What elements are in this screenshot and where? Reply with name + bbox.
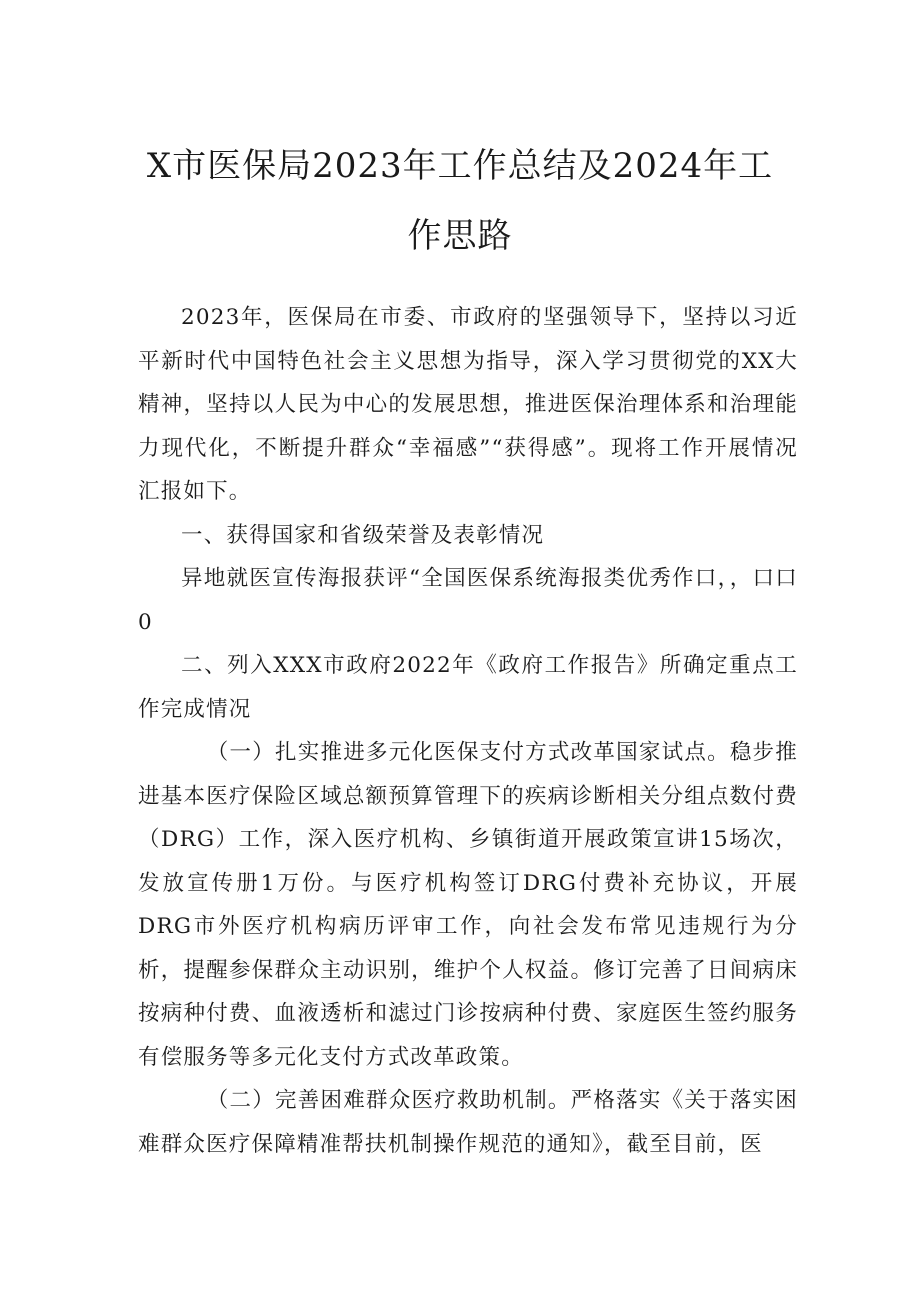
section-2-subsection-2: （二）完善困难群众医疗救助机制。严格落实《关于落实困难群众医疗保障精准帮扶机制操作规范的通知》，截至目前，医 xyxy=(138,1088,798,1157)
document-body xyxy=(138,296,798,1166)
section-1-item: 异地就医宣传海报获评“全国医保系统海报类优秀作口，，口口0 xyxy=(138,566,798,635)
document-title-line-1: X市医保局2023年工作总结及2024年工 xyxy=(146,146,774,186)
section-1-heading: 一、获得国家和省级荣誉及表彰情况 xyxy=(181,522,545,548)
document-title-line-2: 作思路 xyxy=(407,216,513,256)
section-2-subsection-1: （一）扎实推进多元化医保支付方式改革国家试点。稳步推进基本医疗保险区域总额预算管理下的疾病诊断相关分组点数付费（DRG）工作，深入医疗机构、乡镇街道开展政策宣讲15场次，发放宣传册1万份。与医疗机构签订DRG付费补充协议，开展DRG市外医疗机构病历评审工作，向社会发布常见违规行为分析，提醒参保群众主动识别，维护个人权益。修订完善了日间病床按病种付费、血液透析和滤过门诊按病种付费、家庭医生签约服务有偿服务等多元化支付方式改革政策。 xyxy=(138,740,798,1070)
section-2-heading: 二、列入XXX市政府2022年《政府工作报告》所确定重点工作完成情况 xyxy=(138,653,798,722)
intro-paragraph: 2023年，医保局在市委、市政府的坚强领导下，坚持以习近平新时代中国特色社会主义思想为指导，深入学习贯彻党的XX大精神，坚持以人民为中心的发展思想，推进医保治理体系和治理能力现代化，不断提升群众“幸福感”“获得感”。现将工作开展情况汇报如下。 xyxy=(138,305,798,504)
